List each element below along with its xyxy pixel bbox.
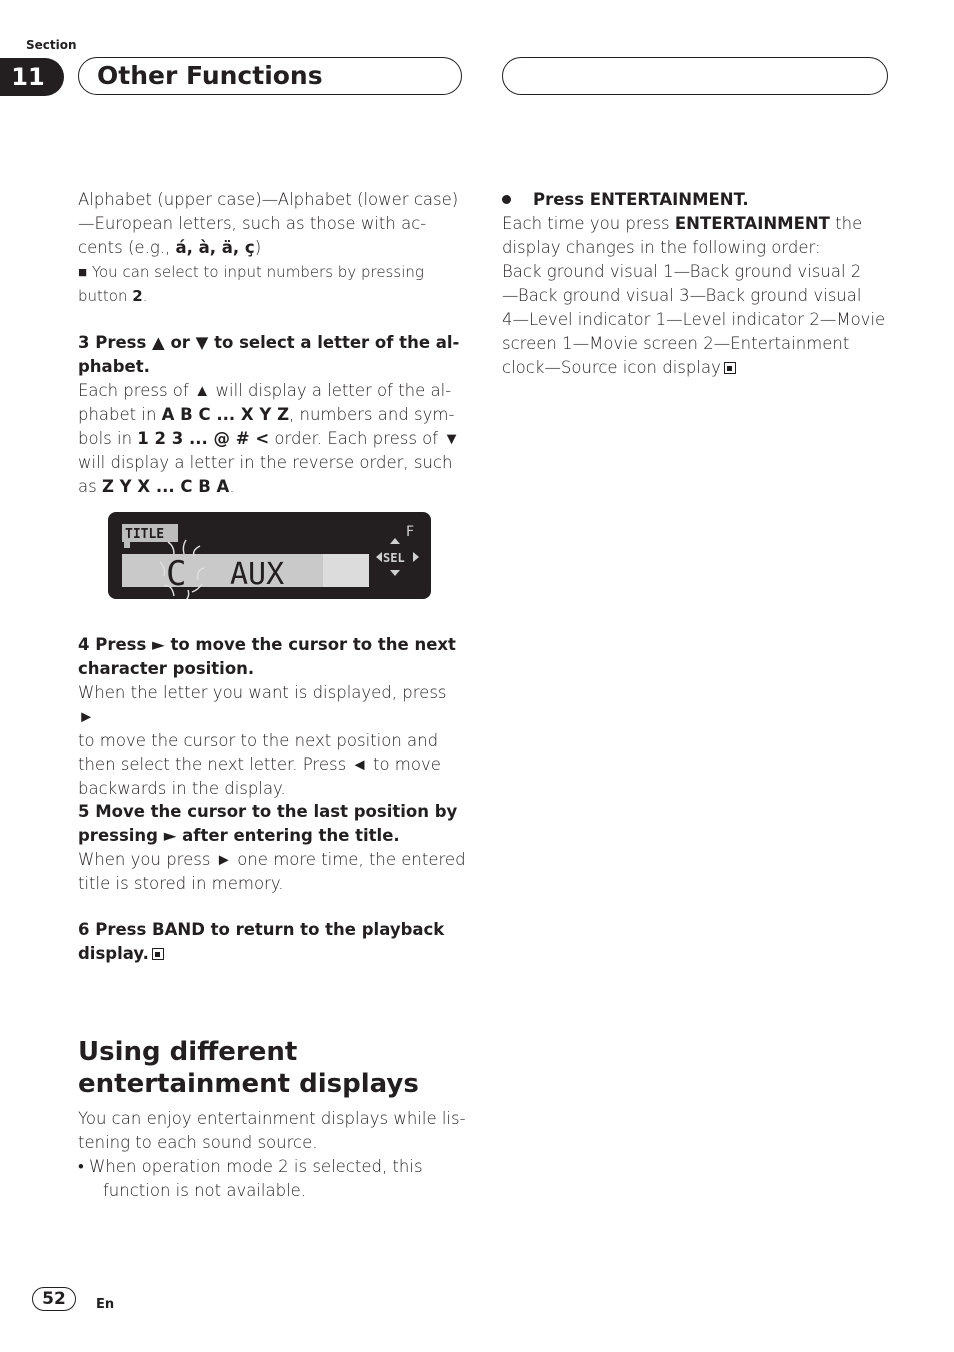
- step-text: phabet in A B C ... X Y Z, numbers and sym-: [78, 405, 455, 424]
- lcd-screen: [108, 512, 431, 599]
- intro-line: —European letters, such as those with ac-: [78, 214, 427, 233]
- end-mark-icon: [724, 362, 736, 374]
- header-right-frame: [502, 57, 888, 95]
- section-text: You can enjoy entertainment displays while lis-: [78, 1109, 466, 1128]
- step-heading: 6 Press BAND to return to the playback: [78, 920, 445, 939]
- step-text: When the letter you want is displayed, press ►: [78, 683, 447, 726]
- bullet-text: function is not available.: [103, 1181, 307, 1200]
- title-tag-text: TITLE: [125, 527, 165, 542]
- step-heading: Press ENTERTAINMENT.: [502, 188, 894, 212]
- step-text: to move the cursor to the next position and: [78, 731, 439, 750]
- step-heading: 3 Press ▲ or ▼ to select a letter of the al-: [78, 333, 460, 352]
- step-text: 4—Level indicator 1—Level indicator 2—Movie: [502, 310, 886, 329]
- step-heading: character position.: [78, 659, 255, 678]
- f-indicator: F: [406, 524, 415, 540]
- lcd-cursor-char: C: [166, 554, 187, 594]
- step-text: Each press of ▲ will display a letter of the al-: [78, 381, 452, 400]
- intro-line: Alphabet (upper case)—Alphabet (lower case): [78, 190, 459, 209]
- step-heading: 5 Move the cursor to the last position by: [78, 802, 458, 821]
- right-arrow-icon: [413, 552, 419, 562]
- step-heading: 4 Press ► to move the cursor to the next: [78, 635, 456, 654]
- section-label: Section: [26, 38, 77, 52]
- step-6: [78, 918, 468, 966]
- lcd-text: AUX: [230, 557, 285, 592]
- end-mark-icon: [152, 948, 164, 960]
- step-text: screen 1—Movie screen 2—Entertainment: [502, 334, 850, 353]
- language-code: En: [96, 1297, 115, 1312]
- step-5: [78, 800, 468, 896]
- section-number-badge: 11: [0, 58, 64, 96]
- right-column: [502, 188, 894, 380]
- step-text: as Z Y X ... C B A.: [78, 477, 235, 496]
- step-4: [78, 633, 468, 801]
- down-arrow-icon: [390, 570, 400, 576]
- step-text: Each time you press ENTERTAINMENT the: [502, 214, 863, 233]
- step-text: clock—Source icon display: [502, 356, 894, 380]
- section-intro: [78, 1107, 468, 1203]
- title-tag-dot: [124, 542, 130, 548]
- bullet-text: • When operation mode 2 is selected, this: [78, 1157, 423, 1176]
- step-heading: pressing ► after entering the title.: [78, 826, 400, 845]
- step-text: display changes in the following order:: [502, 238, 821, 257]
- lcd-display-illustration: [108, 512, 431, 599]
- page-number: 52: [32, 1287, 76, 1311]
- sel-label: SEL: [383, 551, 405, 565]
- section-text: tening to each sound source.: [78, 1133, 318, 1152]
- left-column: [78, 188, 468, 308]
- step-text: will display a letter in the reverse order, such: [78, 453, 453, 472]
- section-heading: Using different entertainment displays: [78, 1037, 419, 1099]
- step-text: bols in 1 2 3 ... @ # < order. Each press of ▼: [78, 429, 460, 448]
- step-text: backwards in the display.: [78, 779, 286, 798]
- left-arrow-icon: [376, 552, 382, 562]
- note-line: button 2.: [78, 287, 148, 305]
- step-heading: phabet.: [78, 357, 150, 376]
- step-heading: display.: [78, 942, 468, 966]
- note-line: ■ You can select to input numbers by pressing: [78, 263, 424, 281]
- up-arrow-icon: [390, 538, 400, 544]
- step-text: then select the next letter. Press ◄ to move: [78, 755, 441, 774]
- step-text: —Back ground visual 3—Back ground visual: [502, 286, 862, 305]
- bullet-dot-icon: [502, 195, 511, 204]
- lcd-cursor-block: [323, 554, 369, 587]
- chapter-title: Other Functions: [78, 57, 462, 95]
- step-text: Back ground visual 1—Back ground visual 2: [502, 262, 862, 281]
- step-text: When you press ► one more time, the entered: [78, 850, 466, 869]
- step-3: [78, 331, 468, 499]
- intro-line: cents (e.g., á, à, ä, ç): [78, 238, 262, 257]
- step-text: title is stored in memory.: [78, 874, 284, 893]
